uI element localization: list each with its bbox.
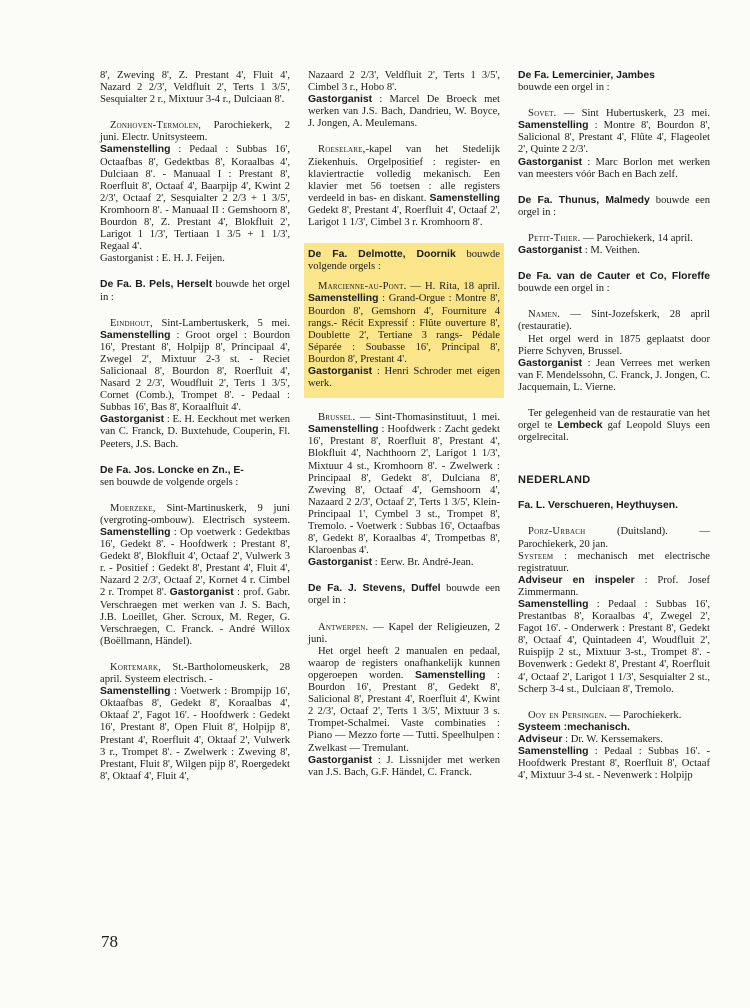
- label: Samenstelling: [518, 599, 589, 610]
- label: Gastorganist: [308, 754, 373, 766]
- text: bouwde een orgel in :: [308, 583, 500, 607]
- place-name: Kortemark,: [110, 661, 162, 673]
- builder-heading-delmotte: [308, 249, 500, 273]
- builder-heading-verschueren: [518, 500, 710, 512]
- column-3: [518, 70, 710, 782]
- builder-heading-cauter: [518, 271, 710, 295]
- text: : Pedaal : Subbas 16'. - Hoofdwerk Prestant 8', Roerfluit 8', Octaaf 4', Mixtuur 3-4 st. - Nevenwerk : Holpijp: [518, 746, 710, 782]
- label: Adviseur en inspeler: [518, 574, 635, 586]
- builder-heading-lemercinier: [518, 70, 710, 94]
- place-name: Roeselare,: [318, 144, 366, 156]
- text: bouwde een orgel in :: [518, 82, 610, 94]
- text: Sint-Lambertuskerk, 5 mei.: [152, 317, 290, 329]
- text: bouwde een orgel in :: [518, 283, 610, 295]
- text: : Bourdon 16', Prestant 8', Gedekt 8', Salicional 8', Prestant 4', Roerfluit 4', Kwint 2 2/3', Octaaf 2', Terts 1 3/5', Mixtuur 3 s. Trompet-Schalmei. Vaste combinaties : Piano — Mezzo forte — Tutti. Speelhulpen : Zwelkast — Tremulant.: [308, 669, 500, 754]
- label: Samenstelling: [308, 424, 379, 436]
- label: Samenstelling: [100, 527, 171, 538]
- builder-heading-thunus: [518, 195, 710, 219]
- text: — Sint-Thomasinstituut, 1 mei.: [355, 412, 500, 424]
- label: Samenstelling: [100, 686, 171, 698]
- text: : Dr. W. Kerssemakers.: [562, 733, 663, 745]
- text: : Henri Schroder met eigen werk.: [308, 365, 500, 390]
- text: bouwde een orgel in :: [518, 194, 710, 218]
- text: : Montre 8', Bourdon 8', Salicional 8', Prestant 4', Flûte 4', Flageolet 2', Quinte 2 2/3'.: [518, 120, 710, 156]
- text: : Jean Verrees met werken van F. Mendelssohn, C. Franck, J. Jongen, C. Jacquemain, L. Vierne.: [518, 357, 710, 393]
- label: Adviseur: [518, 733, 563, 745]
- text: : Hoofdwerk : Zacht gedekt 16', Prestant 8', Roerfluit 8', Prestant 4', Blokfluit 4', Nachthoorn 2', Larigot 1 1/3', Mixtuur 4 st., Kromhoorn 8'. - Zwelwerk : Principaal 8', Gedekt 8', Dulciana 8', Zweving 8', Octaaf 4', Gemshoorn 4', Nazaard 2 2/3', Octaaf 2', Terts 1 3/5', Klein-Principaal 1', Cymbel 3 st., Trompet 8', Tremolo. - Voetwerk : Subbas 16', Octaafbas 8', Gedekt 8', Koraalbas 4', Trompetbas 8', Klaroenbas 4'.: [308, 424, 500, 557]
- builder-heading-loncke: [100, 465, 290, 489]
- text: Ter gelegenheid van de restauratie van het orgel te: [518, 407, 710, 432]
- builder-name: De Fa.: [518, 271, 552, 283]
- label: Samenstelling: [518, 746, 589, 758]
- label: Samenstelling: [308, 293, 379, 305]
- text: : Marcel De Broeck met werken van J.S. Bach, Dandrieu, W. Boyce, J. Jongen, A. Meulemans.: [308, 94, 500, 130]
- text: — Kapel der Religieuzen, 2 juni.: [308, 621, 500, 645]
- paragraph: 8', Zweving 8', Z. Prestant 4', Fluit 4', Nazard 2 2/3', Veldfluit 2', Terts 1 3/5', Sesquialter 2 r., Mixtuur 3-4 r., Dulciaan 8'.: [100, 70, 290, 106]
- text: sen bouwde de volgende orgels :: [100, 476, 239, 488]
- text: : Marc Borlon met werken van meesters vóór Bach en Bach zelf.: [518, 156, 710, 180]
- builder-name: De Fa. J. Stevens, Duffel: [308, 583, 441, 595]
- text: : Pedaal : Subbas 16', Prestantbas 8', Koraalbas 4', Zwegel 2', Fagot 16'. - Onderwerk : Prestant 8', Gedekt 8', Octaaf 4', Quintadeen 4', Woudfluit 2', Ruispijp 2 st., Mixtuur 3-st., Trompet 8'. - Bovenwerk : Gedekt 8', Prestant 4', Roerfluit 4', Octaaf 2', Larigot 1 1/3', Sesquialter 2 st., Scherp 3-4 st., Dulciaan 8', Tremolo.: [518, 599, 710, 695]
- builder-name: Fa. L. Verschueren, Heythuysen.: [518, 500, 678, 512]
- place-name: Eindhout,: [110, 317, 153, 329]
- text: Het orgel heeft 2 manualen en pedaal, waarop de registers onafhankelijk kunnen opgeroepen worden.: [308, 645, 500, 681]
- text: : M. Veithen.: [582, 245, 640, 257]
- text: (Duitsland). — Parochiekerk, 20 jan.: [518, 526, 710, 550]
- text: — Sint-Jozefskerk, 28 april (restauratie).: [518, 309, 710, 333]
- text: : E. H. Eeckhout met werken van C. Franck, D. Buxtehude, Couperin, Fl. Peeters, J.S. Bach.: [100, 414, 290, 450]
- builder-heading-stevens: [308, 583, 500, 607]
- label: Samenstelling: [429, 192, 500, 204]
- label: Gastorganist: [518, 245, 583, 257]
- label: Gastorganist: [518, 357, 583, 369]
- paragraph-restauratie: [518, 408, 710, 444]
- entry-porz-urbach: [518, 526, 710, 695]
- paragraph: [518, 334, 710, 394]
- organist: Gastorganist : E. H. J. Feijen.: [100, 253, 225, 265]
- text: — Sint Hubertuskerk, 23 mei.: [556, 108, 710, 120]
- text: : Op voetwerk : Gedektbas 16', Gedekt 8'. - Hoofdwerk : Prestant 8', Gedekt 8', Blokfluit 4', Octaaf 2', Vulwerk 3 r. - Positief : Gedekt 8', Prestant 4', Fluit 4', Nazard 2 2/3', Octaaf 2', Kornet 4 r. Cimbel 2 r. Trompet 8'.: [100, 527, 290, 599]
- entry-brussel: [308, 412, 500, 569]
- text: : Grand-Orgue : Montre 8', Bourdon 8', Gemshorn 4', Fourniture 4 rangs.- Récit Expressif : Flûte ouverture 8', Doublette 2', Tertiane 3 rangs- Pédale Séparée : Soubasse 16', Principal 8', Bourdon 8', Prestant 4'.: [308, 293, 500, 365]
- text: gaf Leopold Sluys een orgelrecital.: [518, 420, 710, 444]
- label: Samenstelling: [100, 144, 171, 156]
- label: Samenstelling: [518, 120, 589, 132]
- label: Systeem: [518, 550, 554, 562]
- text: Het orgel werd in 1875 geplaatst door Pierre Schyven, Brussel.: [518, 333, 710, 357]
- paragraph: [308, 646, 500, 779]
- label: Gastorganist: [169, 587, 234, 599]
- text: — Parochiekerk.: [606, 709, 682, 721]
- text: — H. Rita, 18 april.: [406, 281, 500, 293]
- entry-kortemark: [100, 662, 290, 783]
- text: St.-Bartholomeuskerk, 28 april. Systeem electrisch. -: [100, 661, 290, 686]
- place-name: Antwerpen.: [318, 621, 369, 633]
- text: : Voetwerk : Brompijp 16', Oktaafbas 8', Gedekt 8', Koraalbas 4', Oktaaf 2', Fagot 16'. - Hoofdwerk : Gedekt 16', Prestant 8', Open Fluit 8', Holpijp 8', Prestant 4', Roerfluit 4', Oktaaf 2', Vulwerk 3 r., Trompet 8'. - Zwelwerk : Zweving 8', Prestant, Fluit 8', Wilgen pijp 8', Roergedekt 8', Oktaaf 4', Fluit 4',: [100, 686, 290, 782]
- text: -kapel van het Stedelijk Ziekenhuis. Orgelpositief : register- en klaviertractie volledig mekanisch. Een klavier met 56 toetsen : alle registers verdeeld in bas- en diskant.: [308, 144, 500, 204]
- place-name: Moerzeke,: [110, 502, 156, 514]
- label: Samenstelling: [100, 329, 171, 341]
- text: — Parochiekerk, 14 april.: [580, 232, 693, 244]
- label: Systeem :mechanisch.: [518, 721, 631, 733]
- text: Nazaard 2 2/3', Veldfluit 2', Terts 1 3/5', Cimbel 3 r., Hobo 8'.: [308, 70, 500, 94]
- builder-name: De Fa. B. Pels, Herselt: [100, 279, 213, 291]
- paragraph: [308, 70, 500, 130]
- text: bouwde het orgel in :: [100, 279, 290, 303]
- builder-name: van de Cauter et Co, Floreffe: [551, 271, 711, 283]
- text: Sint-Martinuskerk, 9 juni (vergroting-ombouw). Electrisch systeem.: [100, 502, 290, 526]
- text: : Groot orgel : Bourdon 16', Prestant 8', Holpijp 8', Principaal 4', Zwegel 2', Mixtuur 2-3 st. - Reciet Salicionaal 8', Bourdon 8', Roerfluit 4', Nasard 2 2/3', Woudfluit 2', Terts 1 3/5', Cornet (Comb.), Trompet 8'. - Pedaal : Subbas 16', Bas 8', Koraalfluit 4'.: [100, 329, 290, 414]
- text: Parochiekerk, 2 juni. Electr. Unitsysteem.: [100, 120, 290, 144]
- place-name: Zonhoven-Termolen,: [110, 120, 202, 132]
- text: : Eerw. Br. André-Jean.: [372, 557, 474, 569]
- text: bouwde volgende orgels :: [308, 249, 500, 273]
- column-1: [100, 70, 290, 783]
- entry-namen: [518, 309, 710, 333]
- builder-name: De Fa. Lemercinier, Jambes: [518, 70, 655, 81]
- entry-zonhoven: [100, 120, 290, 265]
- highlighted-block: [304, 243, 504, 398]
- place-name: Sovet.: [528, 108, 557, 120]
- column-2: [308, 70, 500, 779]
- entry-sovet: [518, 108, 710, 181]
- entry-moerzeke: [100, 503, 290, 648]
- place-name: Ooy en Persingen.: [528, 709, 607, 721]
- place-name: Marcienne-au-Pont.: [318, 281, 407, 293]
- page-number: 78: [101, 932, 118, 951]
- builder-name: De Fa. Thunus, Malmedy: [518, 194, 650, 206]
- text: : J. Lissnijder met werken van J.S. Bach, G.F. Händel, C. Franck.: [308, 754, 500, 778]
- builder-name: De Fa. Delmotte, Doornik: [308, 249, 456, 261]
- label: Gastorganist: [308, 94, 373, 106]
- label: Gastorganist: [100, 414, 165, 426]
- builder-name: De Fa. Jos. Loncke en Zn., E-: [100, 464, 244, 476]
- text: : Prof. Josef Zimmermann.: [518, 574, 710, 598]
- entry-roeselare: [308, 144, 500, 229]
- text: Gedekt 8', Prestant 4', Roerfluit 4', Octaaf 2', Larigot 1 1/3', Cimbel 3 r. Kromhoorn 8'.: [308, 204, 500, 229]
- text: : Pedaal : Subbas 16', Octaafbas 8', Gedektbas 8', Koraalbas 4', Dulciaan 8'. - Manuaal I : Prestant 8', Roerfluit 8', Octaaf 4', Baarpijp 4', Kwint 2 2/3', Octaaf 2', Sesquialter 2 2/3 + 1 3/5', Kromhoorn 8'. - Manuaal II : Gemshoorn 8', Bourdon 8', Z. Prestant 4', Blokfluit 2', Larigot 1 1/3', Tertiaan 1 3/5 + 1 1/3', Regaal 4'.: [100, 144, 290, 253]
- label: Gastorganist: [308, 365, 373, 377]
- entry-petit-thier: [518, 233, 710, 257]
- label: Gastorganist: [308, 557, 373, 569]
- entry-ooy: [518, 710, 710, 783]
- text: : mechanisch met electrische registratuur.: [518, 550, 710, 574]
- section-title-nederland: NEDERLAND: [518, 474, 591, 487]
- text: : prof. Gabr. Verschraegen met werken van J. S. Bach, J.B. Loeillet, Gher. Scroux, M. Reger, G. Verschraegen, C. Franck. - André Willox (Boëllmann, Händel).: [100, 587, 290, 647]
- entry-antwerpen: [308, 622, 500, 646]
- label: Gastorganist: [518, 156, 583, 168]
- place-name: Namen.: [528, 309, 561, 321]
- place-name: Porz-Urbach: [528, 526, 586, 538]
- label: Samenstelling: [415, 669, 486, 681]
- entry-marcienne: [308, 281, 500, 390]
- builder-heading-pels: [100, 279, 290, 303]
- place-name: Petit-Thier.: [528, 232, 581, 244]
- label: Lembeck: [557, 420, 603, 432]
- entry-eindhout: [100, 318, 290, 451]
- place-name: Brussel.: [318, 412, 356, 424]
